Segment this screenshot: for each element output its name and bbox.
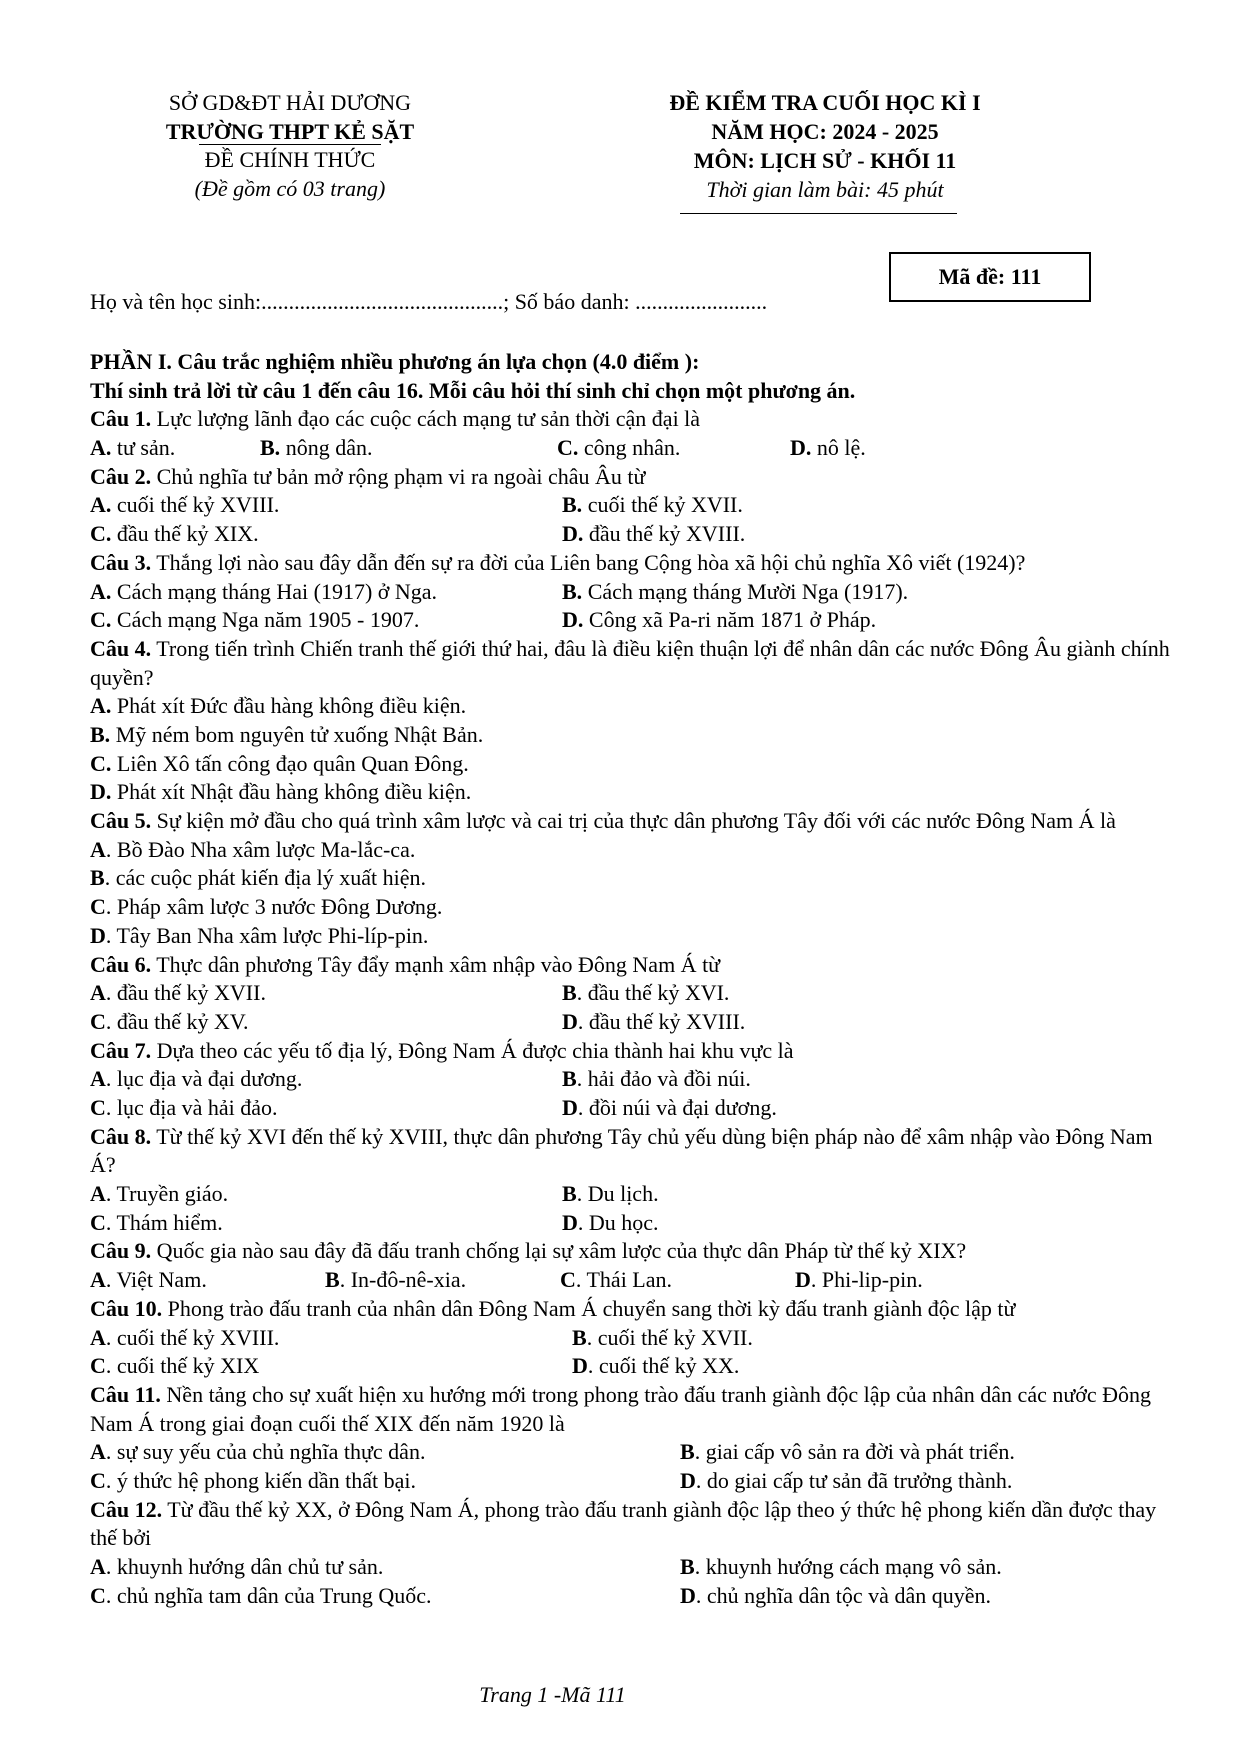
- question-text: Lực lượng lãnh đạo các cuộc cách mạng tư sản thời cận đại là: [151, 406, 701, 432]
- option-row: [90, 1324, 1180, 1353]
- question-number: Câu 12.: [90, 1496, 163, 1522]
- option-d[interactable]: D. đầu thế kỷ XVIII.: [562, 1008, 746, 1034]
- exam-title: ĐỀ KIỂM TRA CUỐI HỌC KÌ I: [669, 90, 981, 115]
- option-d[interactable]: D. Phát xít Nhật đầu hàng không điều kiện.: [90, 779, 472, 805]
- option-c[interactable]: C. Thám hiểm.: [90, 1209, 223, 1235]
- option-row: [90, 1553, 1180, 1582]
- question: [90, 1381, 1180, 1438]
- option-c[interactable]: C. Pháp xâm lược 3 nước Đông Dương.: [90, 894, 443, 920]
- header-left: [130, 88, 450, 203]
- option-c[interactable]: C. Cách mạng Nga năm 1905 - 1907.: [90, 607, 420, 633]
- question: [90, 951, 1180, 980]
- option-b[interactable]: B. cuối thế kỷ XVII.: [562, 492, 743, 518]
- option-d[interactable]: D. đầu thế kỷ XVIII.: [562, 521, 746, 547]
- option-c[interactable]: C. cuối thế kỷ XIX: [90, 1353, 260, 1379]
- header-right-underline: [680, 213, 957, 214]
- option-row: [90, 1094, 1180, 1123]
- option-row: [90, 979, 1180, 1008]
- option-b[interactable]: B. Du lịch.: [562, 1181, 659, 1207]
- option-b[interactable]: B. cuối thế kỷ XVII.: [572, 1324, 753, 1350]
- section-instruction: Thí sinh trả lời từ câu 1 đến câu 16. Mỗi câu hỏi thí sinh chỉ chọn một phương án.: [90, 377, 856, 403]
- option-a[interactable]: A. đầu thế kỷ XVII.: [90, 980, 266, 1006]
- option-c[interactable]: C. Thái Lan.: [560, 1267, 673, 1293]
- exam-body: [90, 348, 1180, 1611]
- time-limit: Thời gian làm bài: 45 phút: [706, 177, 944, 202]
- question-number: Câu 4.: [90, 635, 152, 661]
- question-number: Câu 3.: [90, 549, 152, 575]
- page-footer: Trang 1 -Mã 111: [479, 1682, 626, 1707]
- question: [90, 807, 1180, 836]
- option-d[interactable]: D. Tây Ban Nha xâm lược Phi-líp-pin.: [90, 922, 429, 948]
- option-row: [90, 520, 1180, 549]
- option-a[interactable]: A. Việt Nam.: [90, 1267, 207, 1293]
- question-number: Câu 1.: [90, 406, 152, 432]
- option-row: [90, 1582, 1180, 1611]
- option-row: [90, 1352, 1180, 1381]
- option-row: [90, 606, 1180, 635]
- option-c[interactable]: C. Liên Xô tấn công đạo quân Quan Đông.: [90, 750, 469, 776]
- student-info-line: Họ và tên học sinh:............................................; Số báo danh: ........................: [90, 289, 768, 314]
- page-count-note: (Đề gồm có 03 trang): [194, 176, 386, 201]
- option-row: [90, 1180, 1180, 1209]
- option-d[interactable]: D. do giai cấp tư sản đã trưởng thành.: [680, 1468, 1013, 1494]
- option-a[interactable]: A. tư sản.: [90, 435, 176, 461]
- question-text: Từ thế kỷ XVI đến thế kỷ XVIII, thực dân phương Tây chủ yếu dùng biện pháp nào để xâm nhập vào Đông Nam Á?: [90, 1123, 1153, 1178]
- question-text: Nền tảng cho sự xuất hiện xu hướng mới trong phong trào đấu tranh giành độc lập của nhân dân các nước Đông Nam Á trong giai đoạn cuối thế XIX đến năm 1920 là: [90, 1381, 1152, 1436]
- option-row: [90, 434, 1180, 463]
- option-d[interactable]: D. Phi-lip-pin.: [795, 1267, 923, 1293]
- option-b[interactable]: B. Mỹ ném bom nguyên tử xuống Nhật Bản.: [90, 722, 484, 748]
- option-a[interactable]: A. Bồ Đào Nha xâm lược Ma-lắc-ca.: [90, 836, 416, 862]
- option-d[interactable]: D. Công xã Pa-ri năm 1871 ở Pháp.: [562, 607, 877, 633]
- option-c[interactable]: C. lục địa và hải đảo.: [90, 1095, 278, 1120]
- question-text: Dựa theo các yếu tố địa lý, Đông Nam Á được chia thành hai khu vực là: [151, 1037, 794, 1063]
- option-c[interactable]: C. công nhân.: [557, 435, 681, 461]
- question-number: Câu 8.: [90, 1123, 152, 1149]
- option-row: [90, 1266, 1180, 1295]
- question: [90, 1237, 1180, 1266]
- question-number: Câu 6.: [90, 951, 152, 977]
- option-b[interactable]: B. khuynh hướng cách mạng vô sản.: [680, 1554, 1002, 1580]
- option-b[interactable]: B. các cuộc phát kiến địa lý xuất hiện.: [90, 865, 427, 891]
- option-d[interactable]: D. nô lệ.: [790, 435, 866, 461]
- question: [90, 549, 1180, 578]
- option-a[interactable]: A. Truyền giáo.: [90, 1181, 229, 1207]
- option-row: [90, 491, 1180, 520]
- option-b[interactable]: B. hải đảo và đồi núi.: [562, 1066, 751, 1092]
- option-row: [90, 578, 1180, 607]
- question: [90, 635, 1180, 692]
- section-title: PHẦN I. Câu trắc nghiệm nhiều phương án lựa chọn (4.0 điểm ):: [90, 349, 700, 374]
- option-c[interactable]: C. đầu thế kỷ XIX.: [90, 521, 259, 547]
- option-row: [90, 1008, 1180, 1037]
- official-label: ĐỀ CHÍNH THỨC: [204, 147, 376, 172]
- question: [90, 405, 1180, 434]
- option-row: [90, 1467, 1180, 1496]
- question-text: Thắng lợi nào sau đây dẫn đến sự ra đời của Liên bang Cộng hòa xã hội chủ nghĩa Xô viết (1924)?: [151, 549, 1026, 575]
- question-text: Chủ nghĩa tư bản mở rộng phạm vi ra ngoài châu Âu từ: [151, 463, 646, 489]
- option-c[interactable]: C. đầu thế kỷ XV.: [90, 1008, 249, 1034]
- question-text: Quốc gia nào sau đây đã đấu tranh chống lại sự xâm lược của thực dân Pháp từ thế kỷ XIX?: [151, 1238, 967, 1264]
- question: [90, 1037, 1180, 1066]
- option-row: [90, 1065, 1180, 1094]
- option-a[interactable]: A. Phát xít Đức đầu hàng không điều kiện.: [90, 693, 467, 719]
- option-row: [90, 1438, 1180, 1467]
- option-a[interactable]: A. lục địa và đại dương.: [90, 1066, 303, 1092]
- question-text: Phong trào đấu tranh của nhân dân Đông Nam Á chuyển sang thời kỳ đấu tranh giành độc lập từ: [162, 1295, 1016, 1321]
- school-year: NĂM HỌC: 2024 - 2025: [711, 119, 939, 144]
- option-d[interactable]: D. đồi núi và đại dương.: [562, 1095, 777, 1120]
- department-name: SỞ GD&ĐT HẢI DƯƠNG: [168, 90, 412, 115]
- question-number: Câu 9.: [90, 1238, 152, 1264]
- question-number: Câu 10.: [90, 1295, 163, 1321]
- question-text: Thực dân phương Tây đẩy mạnh xâm nhập vào Đông Nam Á từ: [151, 951, 721, 977]
- option-b[interactable]: B. đầu thế kỷ XVI.: [562, 980, 730, 1006]
- question-number: Câu 2.: [90, 463, 152, 489]
- option-c[interactable]: C. chủ nghĩa tam dân của Trung Quốc.: [90, 1582, 432, 1608]
- question: [90, 1496, 1180, 1553]
- option-d[interactable]: D. cuối thế kỷ XX.: [572, 1353, 740, 1379]
- option-a[interactable]: A. Cách mạng tháng Hai (1917) ở Nga.: [90, 578, 438, 604]
- option-d[interactable]: D. chủ nghĩa dân tộc và dân quyền.: [680, 1582, 991, 1608]
- question-number: Câu 11.: [90, 1381, 161, 1407]
- question-number: Câu 7.: [90, 1037, 152, 1063]
- option-a[interactable]: A. cuối thế kỷ XVIII.: [90, 492, 280, 518]
- question: [90, 1123, 1180, 1180]
- header-right: [600, 88, 1050, 204]
- question: [90, 1295, 1180, 1324]
- subject-line: MÔN: LỊCH SỬ - KHỐI 11: [693, 148, 957, 173]
- question-text: Trong tiến trình Chiến tranh thế giới thứ hai, đâu là điều kiện thuận lợi để nhân dân các nước Đông Âu giành chính quyền?: [90, 635, 1170, 690]
- option-d[interactable]: D. Du học.: [562, 1209, 659, 1235]
- school-name: TRƯỜNG THPT KẺ SẶT: [165, 119, 415, 144]
- option-a[interactable]: A. cuối thế kỷ XVIII.: [90, 1324, 280, 1350]
- exam-code-box: Mã đề: 111: [889, 252, 1091, 302]
- question-text: Sự kiện mở đầu cho quá trình xâm lược và cai trị của thực dân phương Tây đối với các nước Đông Nam Á là: [151, 808, 1116, 834]
- option-a[interactable]: A. sự suy yếu của chủ nghĩa thực dân.: [90, 1439, 426, 1465]
- question: [90, 463, 1180, 492]
- option-c[interactable]: C. ý thức hệ phong kiến dần thất bại.: [90, 1468, 416, 1494]
- question-number: Câu 5.: [90, 808, 152, 834]
- question-text: Từ đầu thế kỷ XX, ở Đông Nam Á, phong trào đấu tranh giành độc lập theo ý thức hệ phong kiến dần được thay thế bởi: [90, 1496, 1157, 1551]
- option-row: [90, 1209, 1180, 1238]
- option-b[interactable]: B. Cách mạng tháng Mười Nga (1917).: [562, 578, 909, 604]
- option-a[interactable]: A. khuynh hướng dân chủ tư sản.: [90, 1554, 384, 1580]
- option-b[interactable]: B. nông dân.: [260, 435, 373, 461]
- option-b[interactable]: B. In-đô-nê-xia.: [325, 1267, 467, 1293]
- option-b[interactable]: B. giai cấp vô sản ra đời và phát triển.: [680, 1439, 1015, 1465]
